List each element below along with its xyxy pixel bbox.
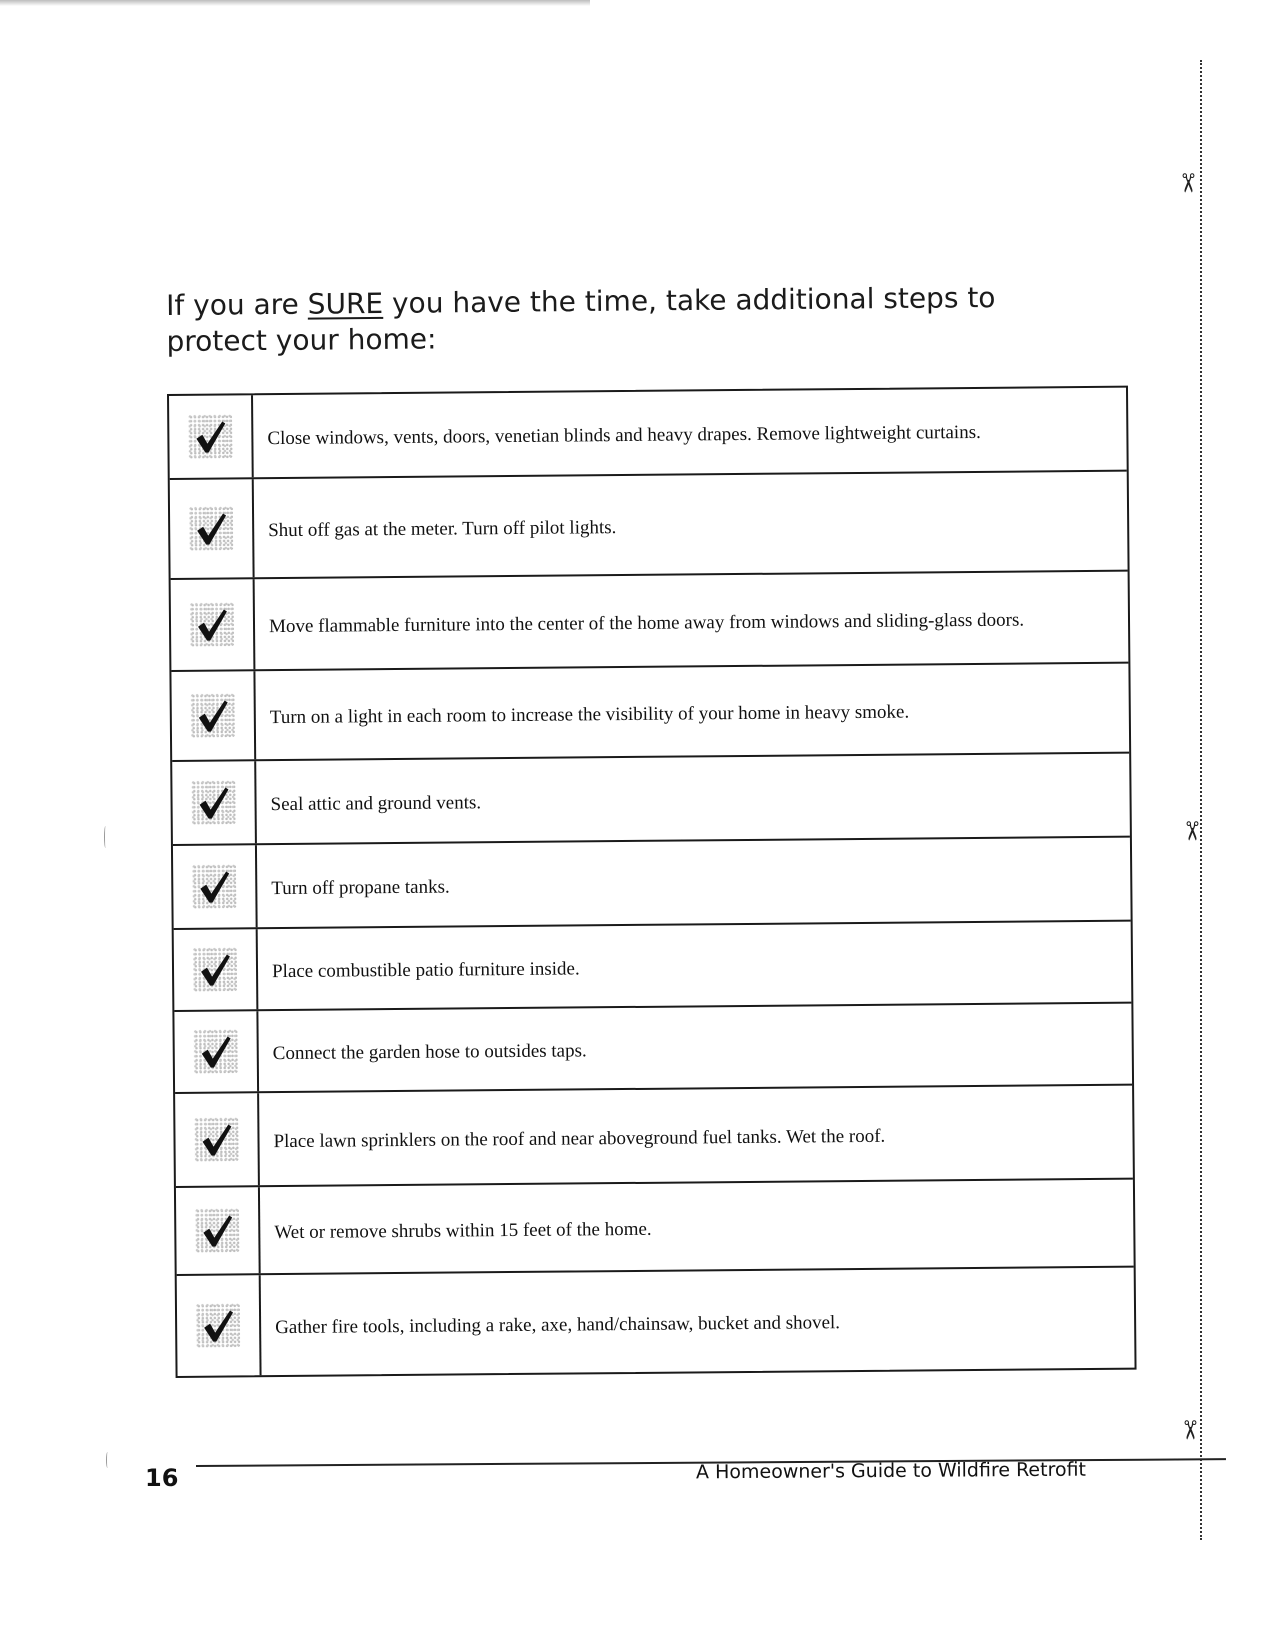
checkmark-icon[interactable] (195, 1208, 239, 1252)
scan-artifact (106, 1452, 109, 1468)
checklist-row (172, 754, 1130, 846)
checkmark-icon[interactable] (193, 947, 237, 991)
checklist-row (173, 838, 1131, 930)
checklist-row (177, 1268, 1135, 1376)
checklist-item-text: Turn off propane tanks. (271, 876, 450, 900)
checklist-item-text: Seal attic and ground vents. (270, 792, 482, 816)
checkmark-icon[interactable] (192, 864, 236, 908)
checklist-row (174, 922, 1132, 1012)
checklist-item-text: Connect the garden hose to outsides taps. (272, 1040, 587, 1065)
checkmark-icon[interactable] (194, 1117, 238, 1161)
checklist-item-text: Shut off gas at the meter. Turn off pilot lights. (268, 517, 617, 542)
checklist-item-text: Close windows, vents, doors, venetian blinds and heavy drapes. Remove lightweight curtains. (267, 421, 981, 450)
checkmark-icon[interactable] (191, 693, 235, 737)
checkmark-icon[interactable] (196, 1303, 240, 1347)
page-number: 16 (145, 1464, 179, 1492)
checklist-row (169, 388, 1127, 480)
checklist-row (171, 664, 1129, 762)
checklist-row (171, 572, 1129, 672)
sure-emphasis: SURE (307, 286, 384, 321)
checkmark-icon[interactable] (190, 602, 234, 646)
scan-artifact (104, 826, 107, 848)
checklist-row (176, 1180, 1134, 1276)
checklist-item-text: Wet or remove shrubs within 15 feet of the home. (274, 1218, 652, 1244)
checkmark-icon[interactable] (188, 414, 232, 458)
checklist-row (175, 1086, 1133, 1188)
scissors-icon: ✂ (1173, 1419, 1204, 1441)
checkmark-icon[interactable] (191, 780, 235, 824)
page-heading: If you are SURE you have the time, take additional steps to protect your home: (166, 281, 996, 358)
checklist-row (170, 472, 1128, 580)
scissors-icon: ✂ (1175, 820, 1206, 842)
checklist-item-text: Place lawn sprinklers on the roof and near aboveground fuel tanks. Wet the roof. (273, 1125, 886, 1153)
cut-line (1200, 60, 1202, 1540)
checklist-row (174, 1004, 1132, 1094)
checklist-item-text: Gather fire tools, including a rake, axe, hand/chainsaw, bucket and shovel. (275, 1312, 841, 1339)
checkmark-icon[interactable] (194, 1029, 238, 1073)
scissors-icon: ✂ (1171, 172, 1202, 194)
checklist-item-text: Turn on a light in each room to increase the visibility of your home in heavy smoke. (269, 701, 910, 729)
footer-title: A Homeowner's Guide to Wildfire Retrofit (695, 1458, 1087, 1484)
checklist-table (167, 386, 1137, 1378)
checklist-item-text: Move flammable furniture into the center of the home away from windows and sliding-glass doors. (268, 609, 1025, 638)
checklist-item-text: Place combustible patio furniture inside. (271, 958, 580, 983)
scan-edge-shadow (0, 0, 590, 6)
checkmark-icon[interactable] (189, 506, 233, 550)
